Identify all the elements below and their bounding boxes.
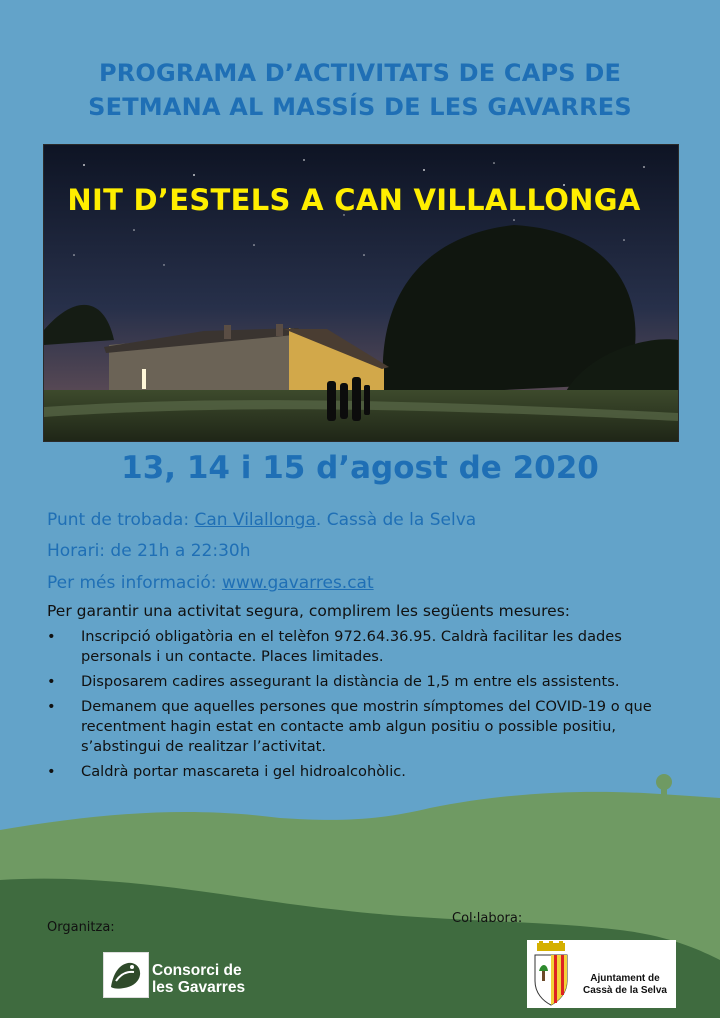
schedule: Horari: de 21h a 22:30h [47, 541, 251, 561]
meeting-town: . Cassà de la Selva [315, 510, 477, 530]
page-title-line1: PROGRAMA D’ACTIVITATS DE CAPS DE [98, 59, 622, 87]
bullet-icon: • [47, 628, 56, 645]
collaborator-name [575, 973, 675, 997]
organizer-label: Organitza: [47, 920, 115, 935]
event-photo [43, 144, 679, 442]
collaborator-name-line2: Cassà de la Selva [583, 985, 667, 996]
page-title-line2: SETMANA AL MASSÍS DE LES GAVARRES [88, 93, 632, 121]
organizer-name-line2: les Gavarres [152, 979, 246, 996]
bullet-icon: • [47, 673, 56, 690]
bullet-icon: • [47, 763, 56, 780]
measure-text: Disposarem cadires assegurant la distància de 1,5 m entre els assistents. [81, 673, 620, 690]
meeting-place-link[interactable]: Can Vilallonga [194, 510, 316, 530]
organizer-name-line1: Consorci de [152, 962, 242, 979]
more-info-label: Per més informació: [47, 573, 222, 593]
list-item [47, 627, 677, 667]
list-item [47, 697, 677, 757]
collaborator-logo [527, 940, 676, 1008]
page-title [0, 56, 720, 124]
collaborator-name-line1: Ajuntament de [590, 973, 660, 984]
measure-text: Demanem que aquelles persones que mostrin símptomes del COVID-19 o que recentment hagin estat en contacte amb algun positiu o possible positiu, s’abstingui de realitzar l’activitat. [81, 698, 652, 755]
measure-text: Inscripció obligatòria en el telèfon 972.64.36.95. Caldrà facilitar les dades personals i un contacte. Places limitades. [81, 628, 622, 665]
meeting-point-label: Punt de trobada: [47, 510, 195, 530]
coat-of-arms-icon [531, 941, 571, 1007]
measure-text: Caldrà portar mascareta i gel hidroalcohòlic. [81, 763, 406, 780]
bullet-icon: • [47, 698, 56, 715]
collaborator-label: Col·labora: [452, 911, 523, 926]
photo-title: NIT D’ESTELS A CAN VILLALLONGA [67, 183, 641, 217]
organizer-name [152, 962, 245, 996]
meeting-point [47, 510, 476, 530]
more-info [47, 573, 374, 593]
event-dates: 13, 14 i 15 d’agost de 2020 [121, 450, 599, 486]
measures-intro: Per garantir una activitat segura, complirem les següents mesures: [47, 602, 570, 620]
list-item [47, 672, 677, 692]
consorci-gavarres-logo-icon [103, 952, 149, 998]
website-link[interactable]: www.gavarres.cat [221, 573, 374, 593]
